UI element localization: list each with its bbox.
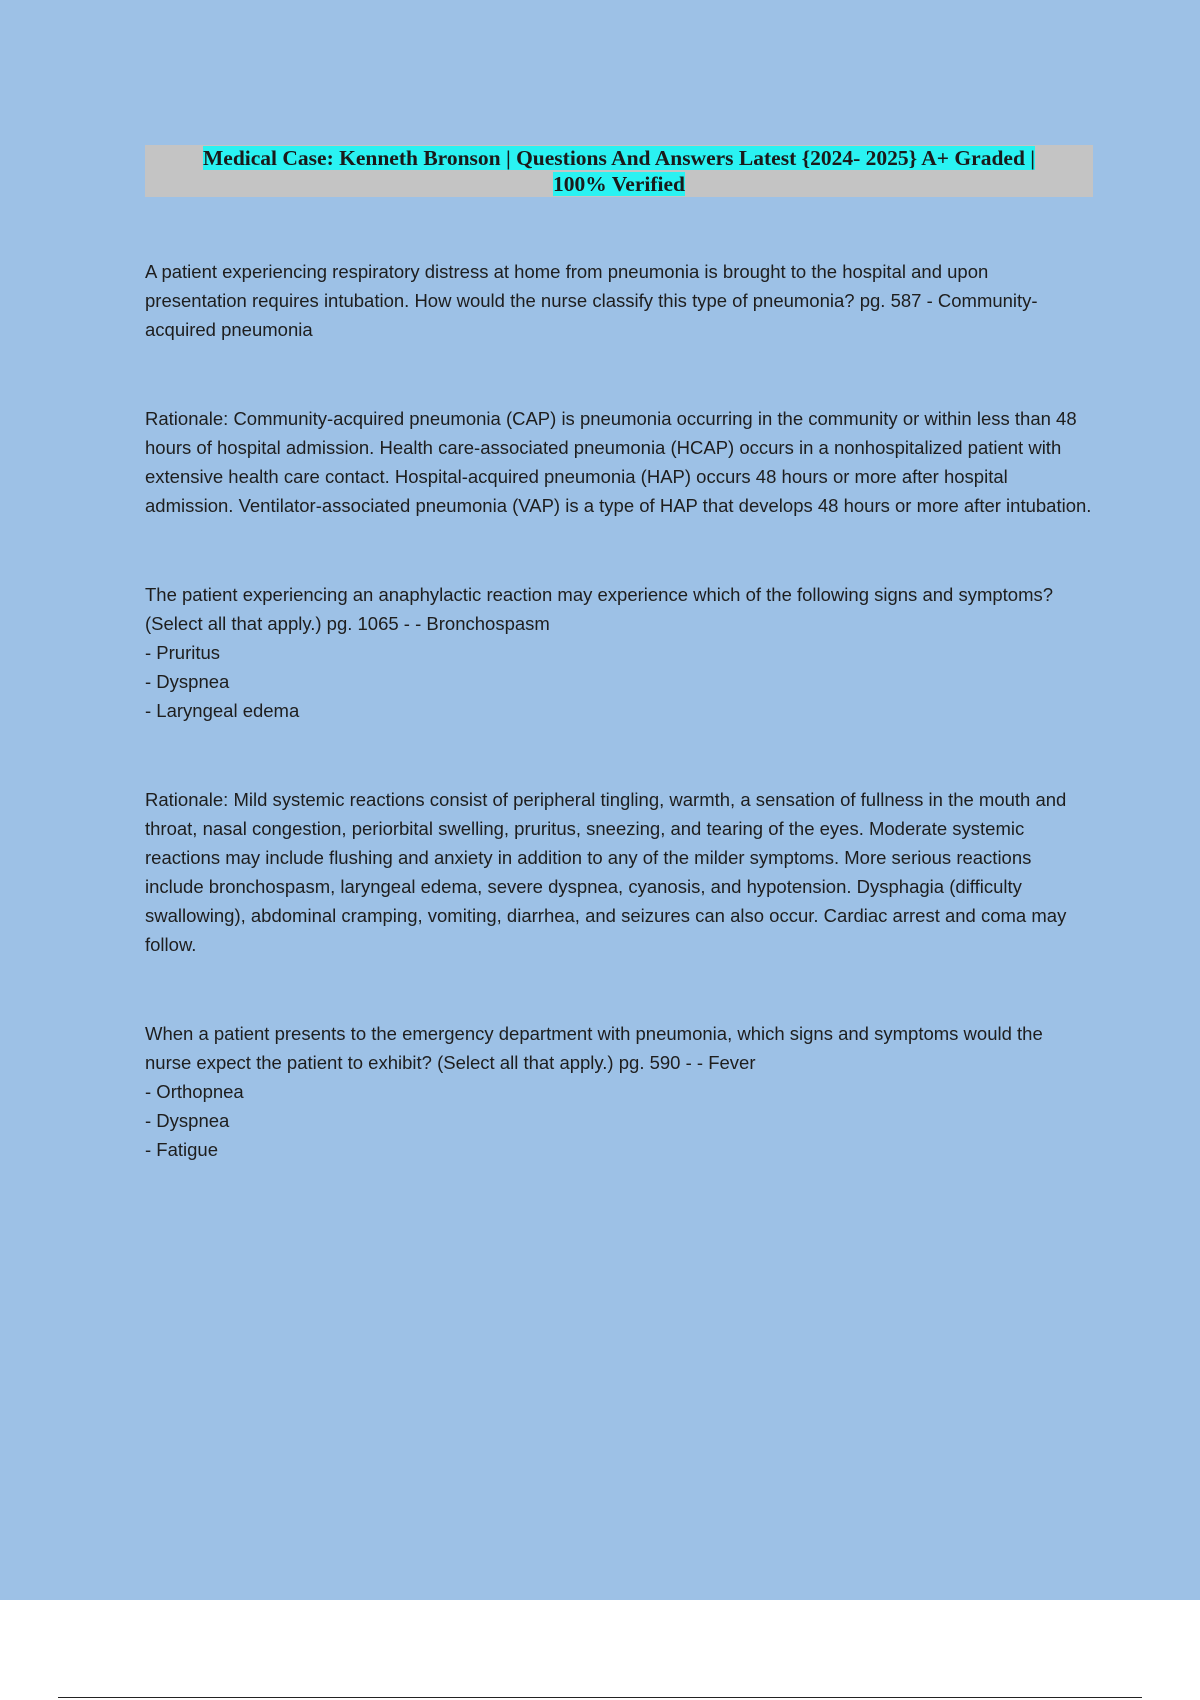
list-item: - Pruritus (145, 642, 221, 663)
document-content (145, 145, 1093, 1164)
question-1 (145, 257, 1093, 344)
question-2-text: The patient experiencing an anaphylactic reaction may experience which of the following signs and symptoms? (Select all that apply.) pg. 1065 - - Bronchospasm (145, 584, 1054, 634)
title-line-1: Medical Case: Kenneth Bronson | Questions And Answers Latest {2024- 2025} A+ Graded | (202, 146, 1036, 170)
question-1-text: A patient experiencing respiratory distress at home from pneumonia is brought to the hospital and upon presentation requires intubation. How would the nurse classify this type of pneumonia? pg. 587 - Community-acquired pneumonia (145, 261, 1038, 340)
document-title (145, 145, 1093, 197)
rationale-1 (145, 404, 1093, 520)
list-item: - Orthopnea (145, 1081, 244, 1102)
list-item: - Dyspnea (145, 671, 230, 692)
rationale-2-text: Rationale: Mild systemic reactions consist of peripheral tingling, warmth, a sensation of fullness in the mouth and throat, nasal congestion, periorbital swelling, pruritus, sneezing, and tearing of the eyes. Moderate systemic reactions may include flushing and anxiety in addition to any of the milder symptoms. More serious reactions include bronchospasm, laryngeal edema, severe dyspnea, cyanosis, and hypotension. Dysphagia (difficulty swallowing), abdominal cramping, vomiting, diarrhea, and seizures can also occur. Cardiac arrest and coma may follow. (145, 789, 1067, 955)
footer-rule (58, 1697, 1142, 1698)
question-2 (145, 580, 1093, 725)
rationale-1-text: Rationale: Community-acquired pneumonia (CAP) is pneumonia occurring in the community or within less than 48 hours of hospital admission. Health care-associated pneumonia (HCAP) occurs in a nonhospitalized patient with extensive health care contact. Hospital-acquired pneumonia (HAP) occurs 48 hours or more after hospital admission. Ventilator-associated pneumonia (VAP) is a type of HAP that develops 48 hours or more after intubation. (145, 408, 1092, 516)
list-item: - Laryngeal edema (145, 700, 300, 721)
list-item: - Fatigue (145, 1139, 219, 1160)
question-3-text: When a patient presents to the emergency department with pneumonia, which signs and symptoms would the nurse expect the patient to exhibit? (Select all that apply.) pg. 590 - - Fever (145, 1023, 1043, 1073)
rationale-2 (145, 785, 1093, 959)
question-3 (145, 1019, 1093, 1164)
list-item: - Dyspnea (145, 1110, 230, 1131)
title-line-2: 100% Verified (553, 172, 685, 196)
